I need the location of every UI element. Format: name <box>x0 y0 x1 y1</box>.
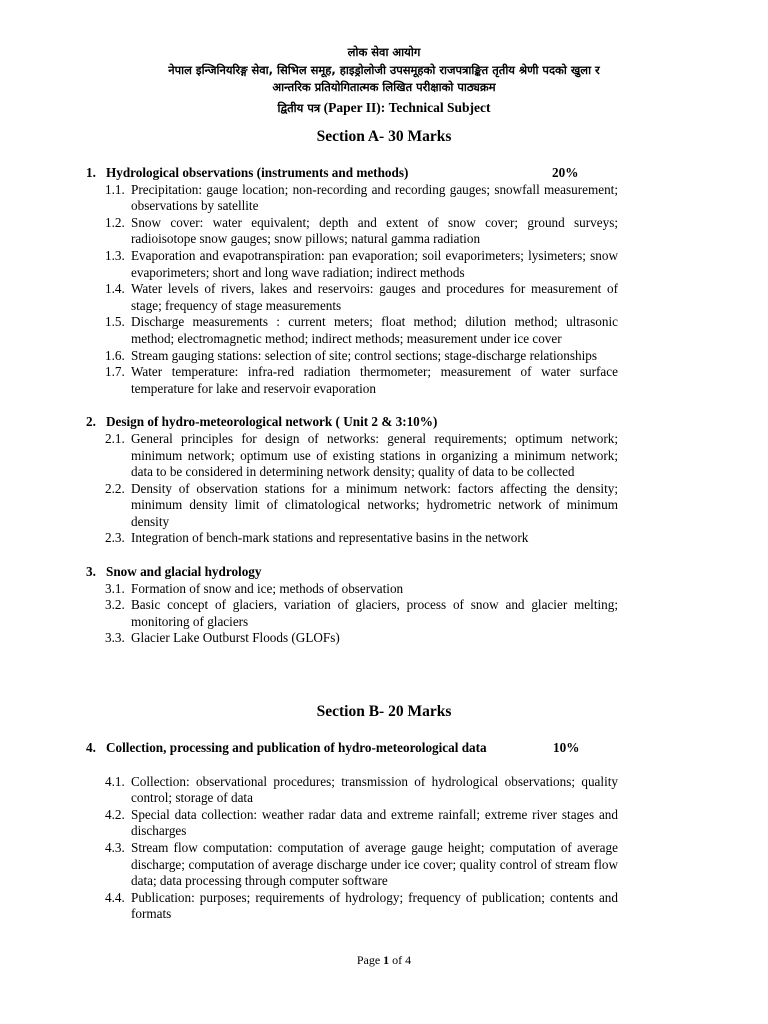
section-b-title: Section B- 20 Marks <box>316 703 452 720</box>
page-footer <box>0 952 768 969</box>
list-item: 1.5. Discharge measurements : current meters; float method; dilution method; ultrasonic method; electromagnetic method; indirect methods; measurement under ice cover <box>105 314 618 346</box>
list-item: 1.4. Water levels of rivers, lakes and reservoirs: gauges and procedures for measurement of stage; frequency of stage measurements <box>105 281 618 313</box>
list-item: 1.7. Water temperature: infra-red radiation thermometer; measurement of water surface temperature for lake and reservoir evaporation <box>105 364 618 396</box>
page-number: 1 <box>383 953 390 967</box>
header-org: लोक सेवा आयोग <box>347 45 421 59</box>
list-item: 4.1. Collection: observational procedures; transmission of hydrological observations; quality control; storage of data <box>105 773 618 806</box>
topic-1 <box>86 165 618 182</box>
list-item: 3.3. Glacier Lake Outburst Floods (GLOFs) <box>105 630 340 646</box>
topic-title: Snow and glacial hydrology <box>106 564 262 580</box>
list-item: 4.2. Special data collection: weather radar data and extreme rainfall; extreme river stages and discharges <box>105 806 618 839</box>
topic-title: Hydrological observations (instruments and methods) <box>106 165 409 180</box>
topic-number: 2. <box>86 414 96 430</box>
list-item: 1.1. Precipitation: gauge location; non-recording and recording gauges; snowfall measurement; observations by satellite <box>105 181 618 214</box>
list-item: 3.2. Basic concept of glaciers, variation of glaciers, process of snow and glacier melting; monitoring of glaciers <box>105 597 618 629</box>
list-item: 4.4. Publication: purposes; requirements of hydrology; frequency of publication; contents and formats <box>105 889 618 922</box>
topic-marks: 10% <box>553 740 580 755</box>
section-a-title: Section A- 30 Marks <box>316 128 452 145</box>
paper-title-en: (Paper II): Technical Subject <box>323 99 491 115</box>
topic-marks: 20% <box>552 165 579 180</box>
topic-4 <box>86 740 618 757</box>
list-item: 4.3. Stream flow computation: computation of average gauge height; computation of average discharge; computation of average discharge under ice cover; quality control of stream flow data; data processing through computer software <box>105 839 618 889</box>
section-a-body <box>86 165 618 647</box>
header-service: नेपाल इन्जिनियरिङ्ग सेवा, सिभिल समूह, हाइड्रोलोजी उपसमूहको राजपत्राङ्कित तृतीय श्रेणी पदको खुला र <box>168 62 600 77</box>
topic-title: Design of hydro-meteorological network ( Unit 2 & 3:10%) <box>106 414 438 430</box>
topic-number: 1. <box>86 165 96 180</box>
document-header <box>0 44 768 116</box>
list-item: 2.3. Integration of bench-mark stations and representative basins in the network <box>105 530 529 546</box>
topic-3 <box>86 564 618 581</box>
page-total: 4 <box>405 953 412 967</box>
list-item: 1.3. Evaporation and evapotranspiration: pan evaporation; soil evaporimeters; lysimeters; snow evaporimeters; short and long wave radiation; indirect methods <box>105 247 618 280</box>
header-exam: आन्तरिक प्रतियोगितात्मक लिखित परीक्षाको पाठ्यक्रम <box>272 80 496 94</box>
list-item: 3.1. Formation of snow and ice; methods of observation <box>105 580 404 596</box>
topic-number: 4. <box>86 740 96 755</box>
list-item: 1.2. Snow cover: water equivalent; depth and extent of snow cover; ground surveys; radioisotope snow gauges; snow pillows; natural gamma radiation <box>105 214 618 247</box>
page-of-label: of <box>392 953 403 967</box>
paper-title <box>0 100 768 117</box>
list-item: 2.2. Density of observation stations for a minimum network: factors affecting the density; minimum density limit of climatological networks; hydrometric network of minimum density <box>105 480 618 529</box>
paper-title-dev: द्वितीय पत्र <box>277 100 321 115</box>
topic-number: 3. <box>86 564 96 580</box>
list-item: 2.1. General principles for design of networks: general requirements; optimum network; minimum network; optimum use of existing stations in organizing a minimum network; data to be considered in determining network density; quality of data to be collected <box>105 430 618 480</box>
topic-title: Collection, processing and publication of hydro-meteorological data <box>106 740 487 755</box>
section-b-body <box>86 740 618 923</box>
topic-2 <box>86 414 618 431</box>
page-label: Page <box>356 953 381 967</box>
list-item: 1.6. Stream gauging stations: selection of site; control sections; stage-discharge relationships <box>105 347 597 363</box>
